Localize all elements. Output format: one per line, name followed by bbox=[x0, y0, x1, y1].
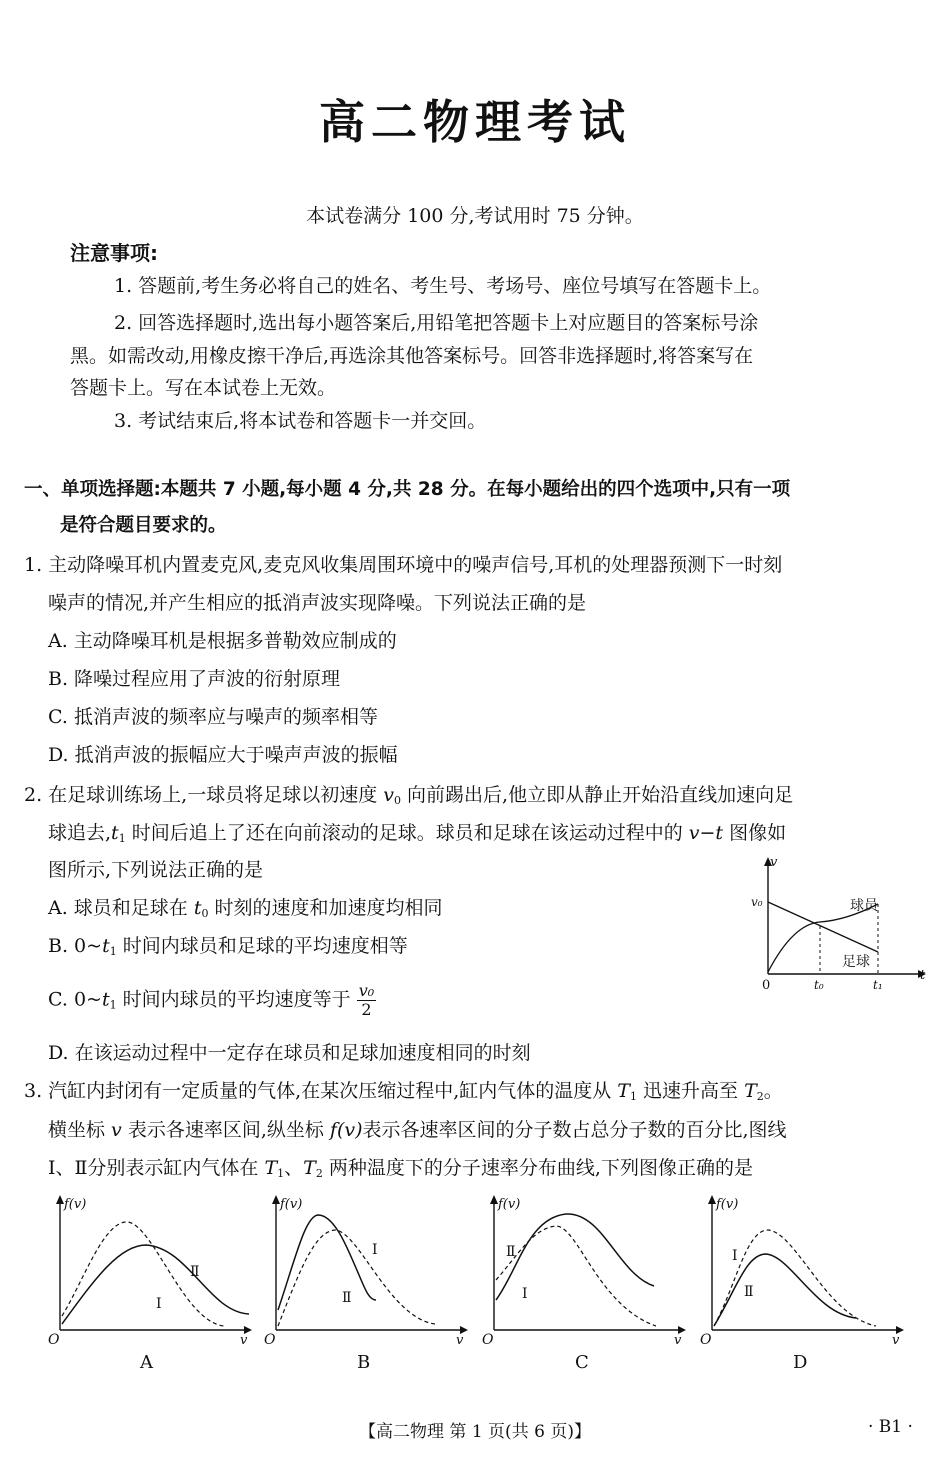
q2-sub: 0 bbox=[393, 794, 401, 807]
q3-var-T: T bbox=[744, 1080, 757, 1102]
q2-stem-line1 bbox=[24, 782, 793, 814]
f-axis-arrow bbox=[56, 1195, 64, 1204]
t1-label: t₁ bbox=[873, 978, 883, 992]
ball-label: 足球 bbox=[842, 954, 870, 970]
curve-1-dashed bbox=[62, 1222, 224, 1326]
notice-line-1: 1. 答题前,考生务必将自己的姓名、考生号、考场号、座位号填写在答题卡上。 bbox=[114, 275, 772, 297]
q3-var-fv: f(v) bbox=[329, 1119, 363, 1141]
q2-sub: 1 bbox=[109, 945, 117, 958]
curve-2-label: Ⅱ bbox=[506, 1244, 516, 1260]
q2-var-t: t bbox=[193, 897, 202, 919]
q3-var-T: T bbox=[617, 1080, 630, 1102]
graph-label-c: C bbox=[575, 1352, 589, 1373]
curve-1-label: Ⅰ bbox=[372, 1242, 378, 1258]
q3-sub: 1 bbox=[277, 1167, 285, 1180]
q1-option-c: C. 抵消声波的频率应与噪声的频率相等 bbox=[48, 706, 378, 728]
v-axis-label: v bbox=[240, 1333, 248, 1348]
curve-1-dashed bbox=[714, 1230, 876, 1326]
origin-label: O bbox=[700, 1332, 712, 1348]
exam-info: 本试卷满分 100 分,考试用时 75 分钟。 bbox=[306, 205, 644, 227]
q2-stem-line2 bbox=[48, 820, 786, 852]
q2-var-t: t bbox=[111, 822, 119, 844]
curve-2-solid bbox=[62, 1245, 249, 1324]
q3-text: 迅速升高至 bbox=[636, 1080, 745, 1102]
q1-option-b: B. 降噪过程应用了声波的衍射原理 bbox=[48, 668, 341, 690]
graph-label-b: B bbox=[357, 1352, 371, 1373]
q3-text: 3. 汽缸内封闭有一定质量的气体,在某次压缩过程中,缸内气体的温度从 bbox=[24, 1080, 618, 1102]
q3-text: 两种温度下的分子速率分布曲线,下列图像正确的是 bbox=[322, 1157, 753, 1179]
q3-text: Ⅰ、Ⅱ分别表示缸内气体在 bbox=[48, 1157, 265, 1179]
q2-option-d: D. 在该运动过程中一定存在球员和足球加速度相同的时刻 bbox=[48, 1042, 531, 1064]
q2-stem-line3: 图所示,下列说法正确的是 bbox=[48, 859, 264, 881]
fraction-v0-over-2 bbox=[357, 982, 376, 1019]
v-axis-label: v bbox=[674, 1333, 682, 1348]
q2-text: 时间内球员和足球的平均速度相等 bbox=[116, 935, 408, 957]
page-title: 高二物理考试 bbox=[319, 95, 631, 149]
q3-text: 。 bbox=[763, 1080, 783, 1102]
origin-label: O bbox=[264, 1332, 276, 1348]
q2-text: 时间后追上了还在向前滚动的足球。球员和足球在该运动过程中的 bbox=[125, 822, 689, 844]
q3-text: 表示各速率区间,纵坐标 bbox=[121, 1119, 330, 1141]
curve-1-dashed bbox=[278, 1230, 435, 1326]
q2-text: A. 球员和足球在 bbox=[48, 897, 194, 919]
q2-vt-graph bbox=[748, 852, 933, 992]
notice-line-2: 2. 回答选择题时,选出每小题答案后,用铅笔把答题卡上对应题目的答案标号涂 bbox=[114, 312, 759, 334]
footer-code: · B1 · bbox=[868, 1417, 913, 1437]
q2-text: 时刻的速度和加速度均相同 bbox=[208, 897, 443, 919]
q2-var-t: t bbox=[101, 988, 110, 1011]
q3-graph-a bbox=[44, 1190, 254, 1375]
footer-page-info: 【高二物理 第 1 页(共 6 页)】 bbox=[359, 1422, 591, 1442]
f-axis-arrow bbox=[490, 1195, 498, 1204]
curve-2-solid bbox=[714, 1254, 856, 1326]
q2-var-vt: v−t bbox=[688, 822, 724, 844]
notice-title: 注意事项: bbox=[70, 241, 158, 265]
origin-label: O bbox=[48, 1332, 60, 1348]
notice-line-3: 黑。如需改动,用橡皮擦干净后,再选涂其他答案标号。回答非选择题时,将答案写在 bbox=[70, 345, 754, 367]
t0-label: t₀ bbox=[814, 978, 824, 992]
v-axis-label: v bbox=[456, 1333, 464, 1348]
q3-var-T: T bbox=[303, 1157, 316, 1179]
q2-sub: 1 bbox=[109, 998, 117, 1012]
t-axis-label: t bbox=[920, 968, 926, 983]
curve-1-dashed bbox=[496, 1226, 656, 1326]
curve-1-label: Ⅰ bbox=[156, 1296, 162, 1312]
q2-text: 球追去, bbox=[48, 822, 112, 844]
q2-option-b bbox=[48, 933, 408, 965]
q3-sub: 2 bbox=[756, 1090, 764, 1103]
q2-var-v: v bbox=[383, 784, 394, 806]
f-axis-arrow bbox=[708, 1195, 716, 1204]
q3-text: 、 bbox=[284, 1157, 304, 1179]
q2-option-c bbox=[48, 982, 376, 1019]
f-axis-label: f(v) bbox=[498, 1197, 521, 1212]
fraction-denominator: 2 bbox=[361, 1000, 372, 1019]
q3-text: 表示各速率区间的分子数占总分子数的百分比,图线 bbox=[362, 1119, 787, 1141]
q3-stem-line3 bbox=[48, 1155, 753, 1187]
graph-label-a: A bbox=[140, 1352, 153, 1373]
q2-option-a bbox=[48, 895, 443, 927]
q3-stem-line2 bbox=[48, 1117, 787, 1143]
v0-label: v₀ bbox=[751, 895, 763, 909]
q3-var-v: v bbox=[111, 1119, 122, 1141]
f-axis-label: f(v) bbox=[280, 1197, 303, 1212]
q3-text: 横坐标 bbox=[48, 1119, 112, 1141]
curve-1-label: Ⅰ bbox=[732, 1248, 738, 1264]
q2-sub: 1 bbox=[118, 832, 126, 845]
notice-line-5: 3. 考试结束后,将本试卷和答题卡一并交回。 bbox=[114, 410, 487, 432]
v-axis-label: v bbox=[770, 855, 778, 870]
origin-label: O bbox=[482, 1332, 494, 1348]
section-heading-line2: 是符合题目要求的。 bbox=[60, 515, 227, 536]
q2-text: 图像如 bbox=[723, 822, 787, 844]
player-label: 球员 bbox=[850, 898, 878, 914]
q2-text: C. 0~ bbox=[48, 988, 102, 1011]
curve-2-solid bbox=[278, 1215, 376, 1310]
q3-sub: 2 bbox=[315, 1167, 323, 1180]
q2-text: 向前踢出后,他立即从静止开始沿直线加速向足 bbox=[400, 784, 794, 806]
q1-stem-line1: 1. 主动降噪耳机内置麦克风,麦克风收集周围环境中的噪声信号,耳机的处理器预测下一时刻 bbox=[24, 554, 783, 576]
q2-text: 2. 在足球训练场上,一球员将足球以初速度 bbox=[24, 784, 384, 806]
curve-2-solid bbox=[496, 1214, 654, 1300]
q2-text: B. 0~ bbox=[48, 935, 103, 957]
f-axis-arrow bbox=[272, 1195, 280, 1204]
q3-stem-line1 bbox=[24, 1078, 783, 1110]
graph-label-d: D bbox=[793, 1352, 808, 1373]
q3-graph-d bbox=[696, 1190, 906, 1375]
q1-option-d: D. 抵消声波的振幅应大于噪声声波的振幅 bbox=[48, 744, 398, 766]
q2-var-t: t bbox=[102, 935, 110, 957]
f-axis-label: f(v) bbox=[716, 1197, 739, 1212]
fraction-numerator: v₀ bbox=[358, 981, 375, 1000]
q1-option-a: A. 主动降噪耳机是根据多普勒效应制成的 bbox=[48, 630, 397, 652]
q3-graph-b bbox=[260, 1190, 470, 1375]
q1-stem-line2: 噪声的情况,并产生相应的抵消声波实现降噪。下列说法正确的是 bbox=[48, 592, 587, 614]
v-axis-label: v bbox=[892, 1333, 900, 1348]
curve-2-label: Ⅱ bbox=[190, 1264, 200, 1280]
q3-var-T: T bbox=[264, 1157, 278, 1179]
q2-sub: 0 bbox=[201, 907, 209, 920]
origin-label: 0 bbox=[762, 978, 771, 992]
curve-1-label: Ⅰ bbox=[522, 1286, 528, 1302]
curve-2-label: Ⅱ bbox=[744, 1284, 754, 1300]
q3-graph-c bbox=[478, 1190, 688, 1375]
q2-text: 时间内球员的平均速度等于 bbox=[116, 988, 351, 1011]
f-axis-label: f(v) bbox=[64, 1197, 87, 1212]
notice-line-4: 答题卡上。写在本试卷上无效。 bbox=[70, 377, 337, 399]
q3-sub: 1 bbox=[629, 1090, 637, 1103]
section-heading-line1: 一、单项选择题:本题共 7 小题,每小题 4 分,共 28 分。在每小题给出的四个选项中,只有一项 bbox=[24, 479, 791, 500]
curve-2-label: Ⅱ bbox=[342, 1290, 352, 1306]
